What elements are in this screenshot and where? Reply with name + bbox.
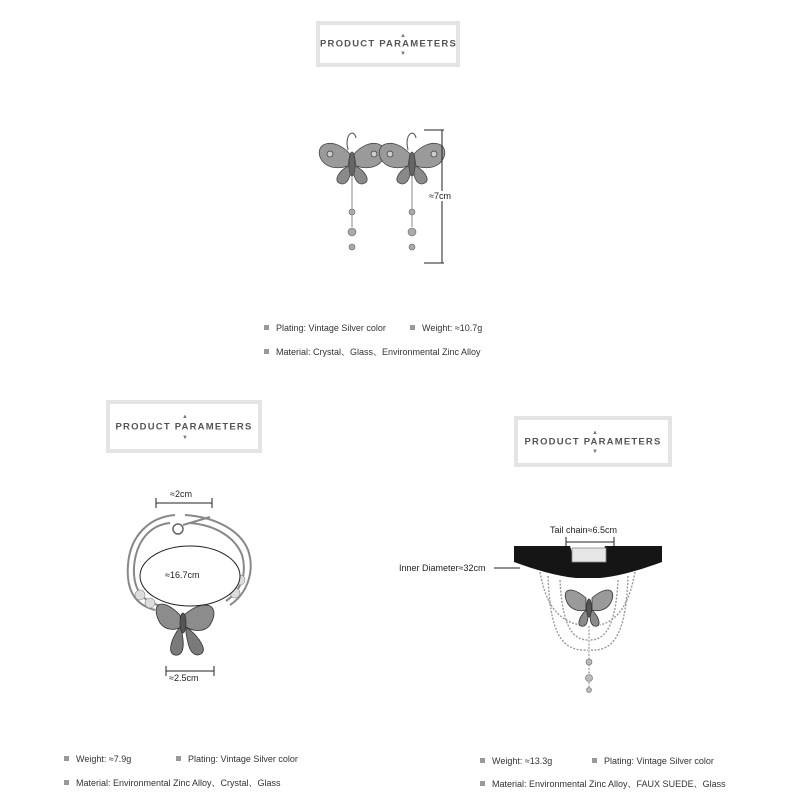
badge-label: PRODUCT PARAMETERS xyxy=(115,421,253,432)
bracelet-circumference-label: ≈16.7cm xyxy=(165,570,200,580)
earring-plating-text: Plating: Vintage Silver color xyxy=(276,323,386,333)
choker-tail-chain-label: Tail chain≈6.5cm xyxy=(550,525,617,535)
bullet-icon xyxy=(64,756,69,761)
earring-material-spec xyxy=(264,345,481,358)
bracelet-material-spec xyxy=(64,776,281,789)
bullet-icon xyxy=(410,325,415,330)
bullet-icon xyxy=(264,349,269,354)
arrow-up-icon: ▲ xyxy=(400,33,406,39)
earring-plating-spec xyxy=(264,323,386,333)
choker-weight-text: Weight: ≈13.3g xyxy=(492,756,553,766)
choker-plating-text: Plating: Vintage Silver color xyxy=(604,756,714,766)
earring-weight-text: Weight: ≈10.7g xyxy=(422,323,483,333)
bracelet-plating-spec xyxy=(176,754,298,764)
bullet-icon xyxy=(176,756,181,761)
bracelet-top-width-label: ≈2cm xyxy=(170,489,192,499)
choker-image xyxy=(500,540,680,710)
choker-weight-spec xyxy=(480,756,552,766)
earrings-image xyxy=(310,122,480,272)
bracelet-weight-text: Weight: ≈7.9g xyxy=(76,754,132,764)
choker-plating-spec xyxy=(592,756,714,766)
bullet-icon xyxy=(64,780,69,785)
bullet-icon xyxy=(480,758,485,763)
choker-inner-diameter-label: Inner Diameter≈32cm xyxy=(399,563,486,573)
arrow-down-icon: ▼ xyxy=(400,51,406,57)
bullet-icon xyxy=(264,325,269,330)
arrow-down-icon: ▼ xyxy=(182,435,188,441)
choker-material-spec xyxy=(480,777,726,790)
earring-weight-spec xyxy=(410,323,482,333)
bullet-icon xyxy=(592,758,597,763)
product-parameters-badge-top xyxy=(316,21,460,67)
arrow-up-icon: ▲ xyxy=(182,414,188,420)
product-parameters-badge-bracelet xyxy=(106,400,262,453)
product-parameters-badge-choker xyxy=(514,416,672,467)
bracelet-material-text: Material: Environmental Zinc Alloy、Crystal、Glass xyxy=(76,778,281,788)
bracelet-bottom-width-label: ≈2.5cm xyxy=(169,673,199,683)
arrow-up-icon: ▲ xyxy=(592,430,598,436)
bullet-icon xyxy=(480,781,485,786)
badge-label: PRODUCT PARAMETERS xyxy=(320,38,458,50)
earring-length-label: ≈7cm xyxy=(429,191,451,201)
earring-material-text: Material: Crystal、Glass、Environmental Zinc Alloy xyxy=(276,347,481,357)
bracelet-plating-text: Plating: Vintage Silver color xyxy=(188,754,298,764)
choker-material-text: Material: Environmental Zinc Alloy、FAUX SUEDE、Glass xyxy=(492,779,726,789)
bracelet-weight-spec xyxy=(64,754,131,764)
badge-label: PRODUCT PARAMETERS xyxy=(524,436,662,447)
arrow-down-icon: ▼ xyxy=(592,449,598,455)
